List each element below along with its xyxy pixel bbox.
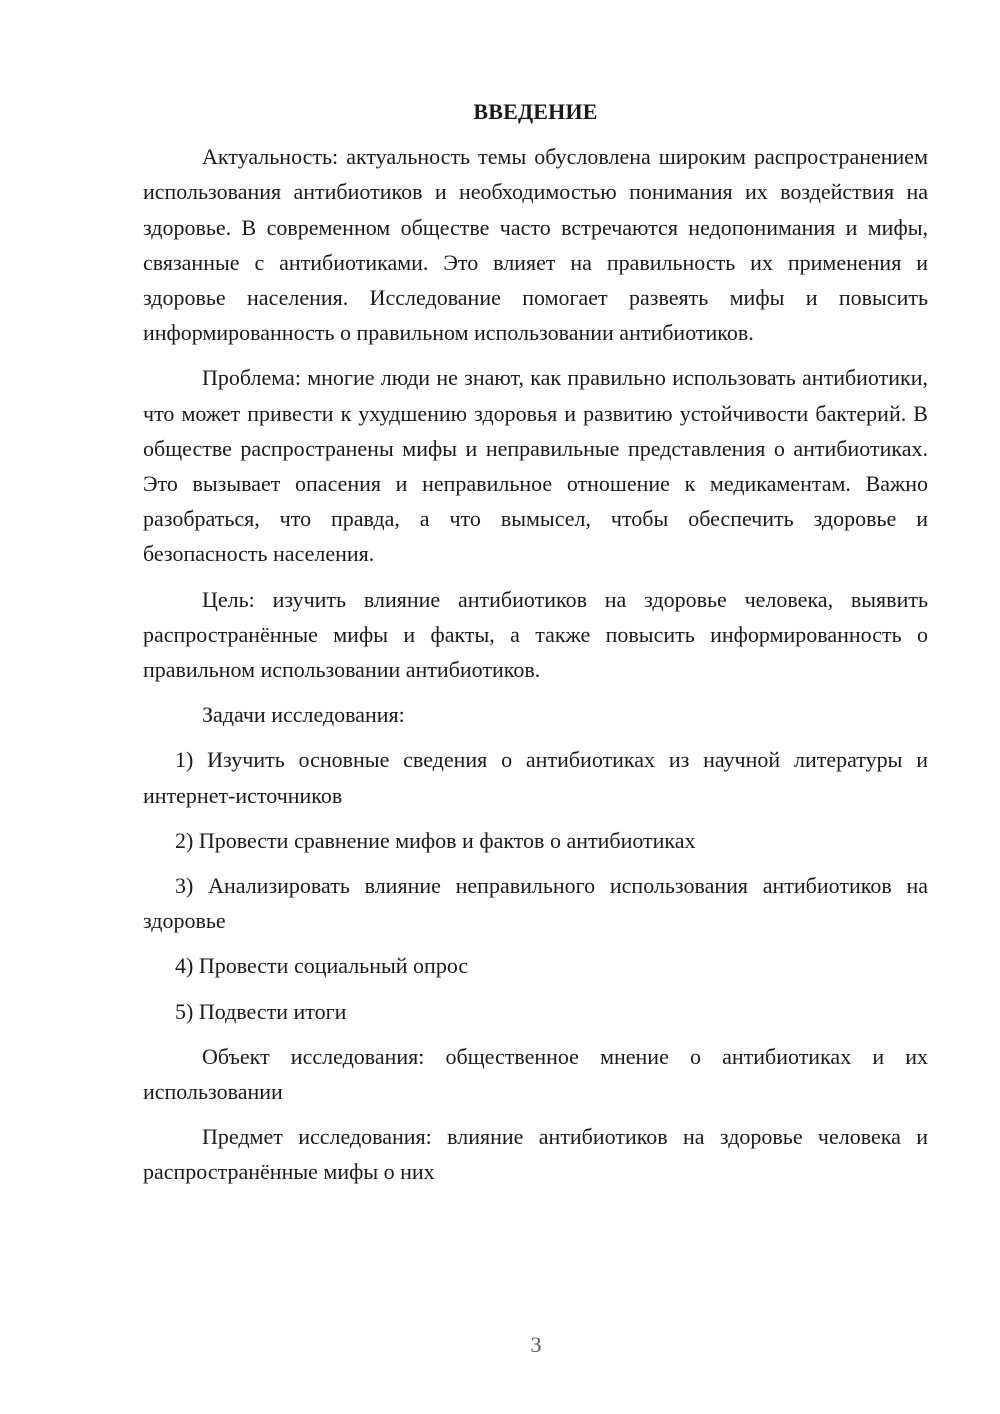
task-item-2: 2) Провести сравнение мифов и фактов о антибиотиках: [175, 827, 696, 853]
task-item-1: 1) Изучить основные сведения о антибиотиках из научной литературы и интернет-источников: [143, 747, 928, 808]
task-item-4: 4) Провести социальный опрос: [175, 953, 469, 979]
goal-paragraph: Цель: изучить влияние антибиотиков на здоровье человека, выявить распространённые мифы и факты, а также повысить информированность о правильном использовании антибиотиков.: [143, 586, 928, 683]
tasks-heading: Задачи исследования:: [202, 702, 405, 728]
page-number: 3: [530, 1332, 542, 1357]
page-title: ВВЕДЕНИЕ: [473, 99, 598, 124]
task-item-3: 3) Анализировать влияние неправильного использования антибиотиков на здоровье: [143, 873, 928, 934]
problem-paragraph: Проблема: многие люди не знают, как правильно использовать антибиотики, что может привести к ухудшению здоровья и развитию устойчивости бактерий. В обществе распространены мифы и неправильные представления о антибиотиках. Это вызывает опасения и неправильное отношение к медикаментам. Важно разобраться, что правда, а что вымысел, чтобы обеспечить здоровье и безопасность населения.: [143, 365, 928, 567]
object-paragraph: Объект исследования: общественное мнение о антибиотиках и их использовании: [143, 1043, 928, 1105]
relevance-paragraph: Актуальность: актуальность темы обусловлена широким распространением использования антибиотиков и необходимостью понимания их воздействия на здоровье. В современном обществе часто встречаются недопонимания и мифы, связанные с антибиотиками. Это влияет на правильность их применения и здоровье населения. Исследование помогает развеять мифы и повысить информированность о правильном использовании антибиотиков.: [143, 144, 928, 346]
subject-paragraph: Предмет исследования: влияние антибиотиков на здоровье человека и распространённые мифы о них: [143, 1124, 928, 1185]
task-item-5: 5) Подвести итоги: [175, 998, 347, 1024]
document-page: [143, 94, 928, 1200]
